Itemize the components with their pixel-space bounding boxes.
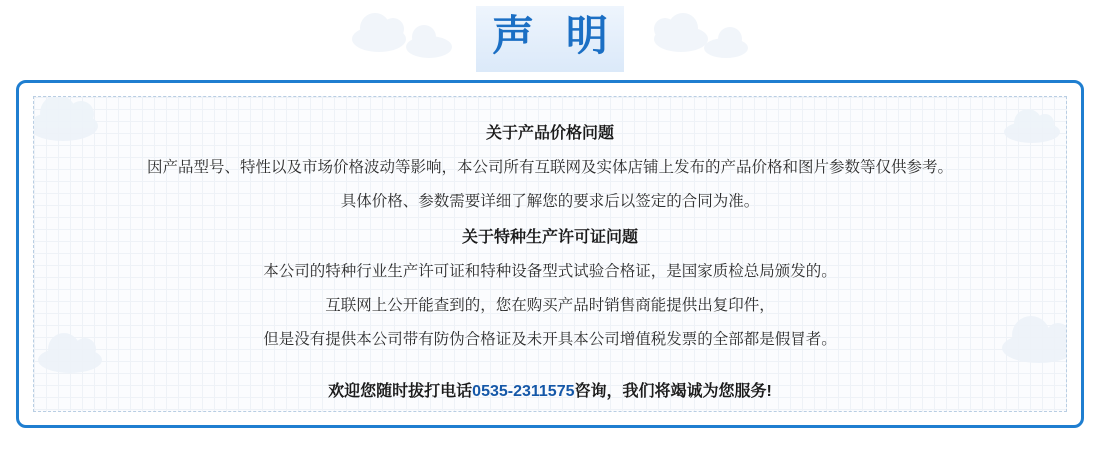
section-paragraph: 具体价格、参数需要详细了解您的要求后以签定的合同为准。 bbox=[340, 193, 760, 210]
statement-frame bbox=[16, 80, 1084, 428]
phone-number[interactable]: 0535-2311575 bbox=[472, 383, 575, 400]
cloud-icon bbox=[654, 26, 708, 52]
page-bottom-edge bbox=[0, 434, 1100, 450]
statement-inner-panel bbox=[33, 96, 1067, 412]
contact-suffix: 咨询，我们将竭诚为您服务! bbox=[574, 383, 772, 400]
section-heading: 关于产品价格问题 bbox=[485, 125, 614, 142]
section-heading: 关于特种生产许可证问题 bbox=[461, 229, 638, 246]
contact-prefix: 欢迎您随时拔打电话 bbox=[328, 383, 473, 400]
banner bbox=[0, 0, 1100, 78]
statement-content bbox=[34, 97, 1066, 409]
section-paragraph: 但是没有提供本公司带有防伪合格证及未开具本公司增值税发票的全部都是假冒者。 bbox=[263, 331, 837, 348]
section-paragraph: 本公司的特种行业生产许可证和特种设备型式试验合格证，是国家质检总局颁发的。 bbox=[263, 263, 837, 280]
cloud-icon bbox=[704, 38, 748, 58]
cloud-icon bbox=[406, 36, 452, 58]
contact-line bbox=[60, 375, 1040, 409]
page-title: 声 明 bbox=[492, 12, 618, 59]
section-paragraph: 因产品型号、特性以及市场价格波动等影响，本公司所有互联网及实体店铺上发布的产品价格和图片参数等仅供参考。 bbox=[146, 159, 953, 176]
cloud-icon bbox=[352, 26, 406, 52]
section-paragraph: 互联网上公开能查到的，您在购买产品时销售商能提供出复印件， bbox=[325, 297, 775, 314]
